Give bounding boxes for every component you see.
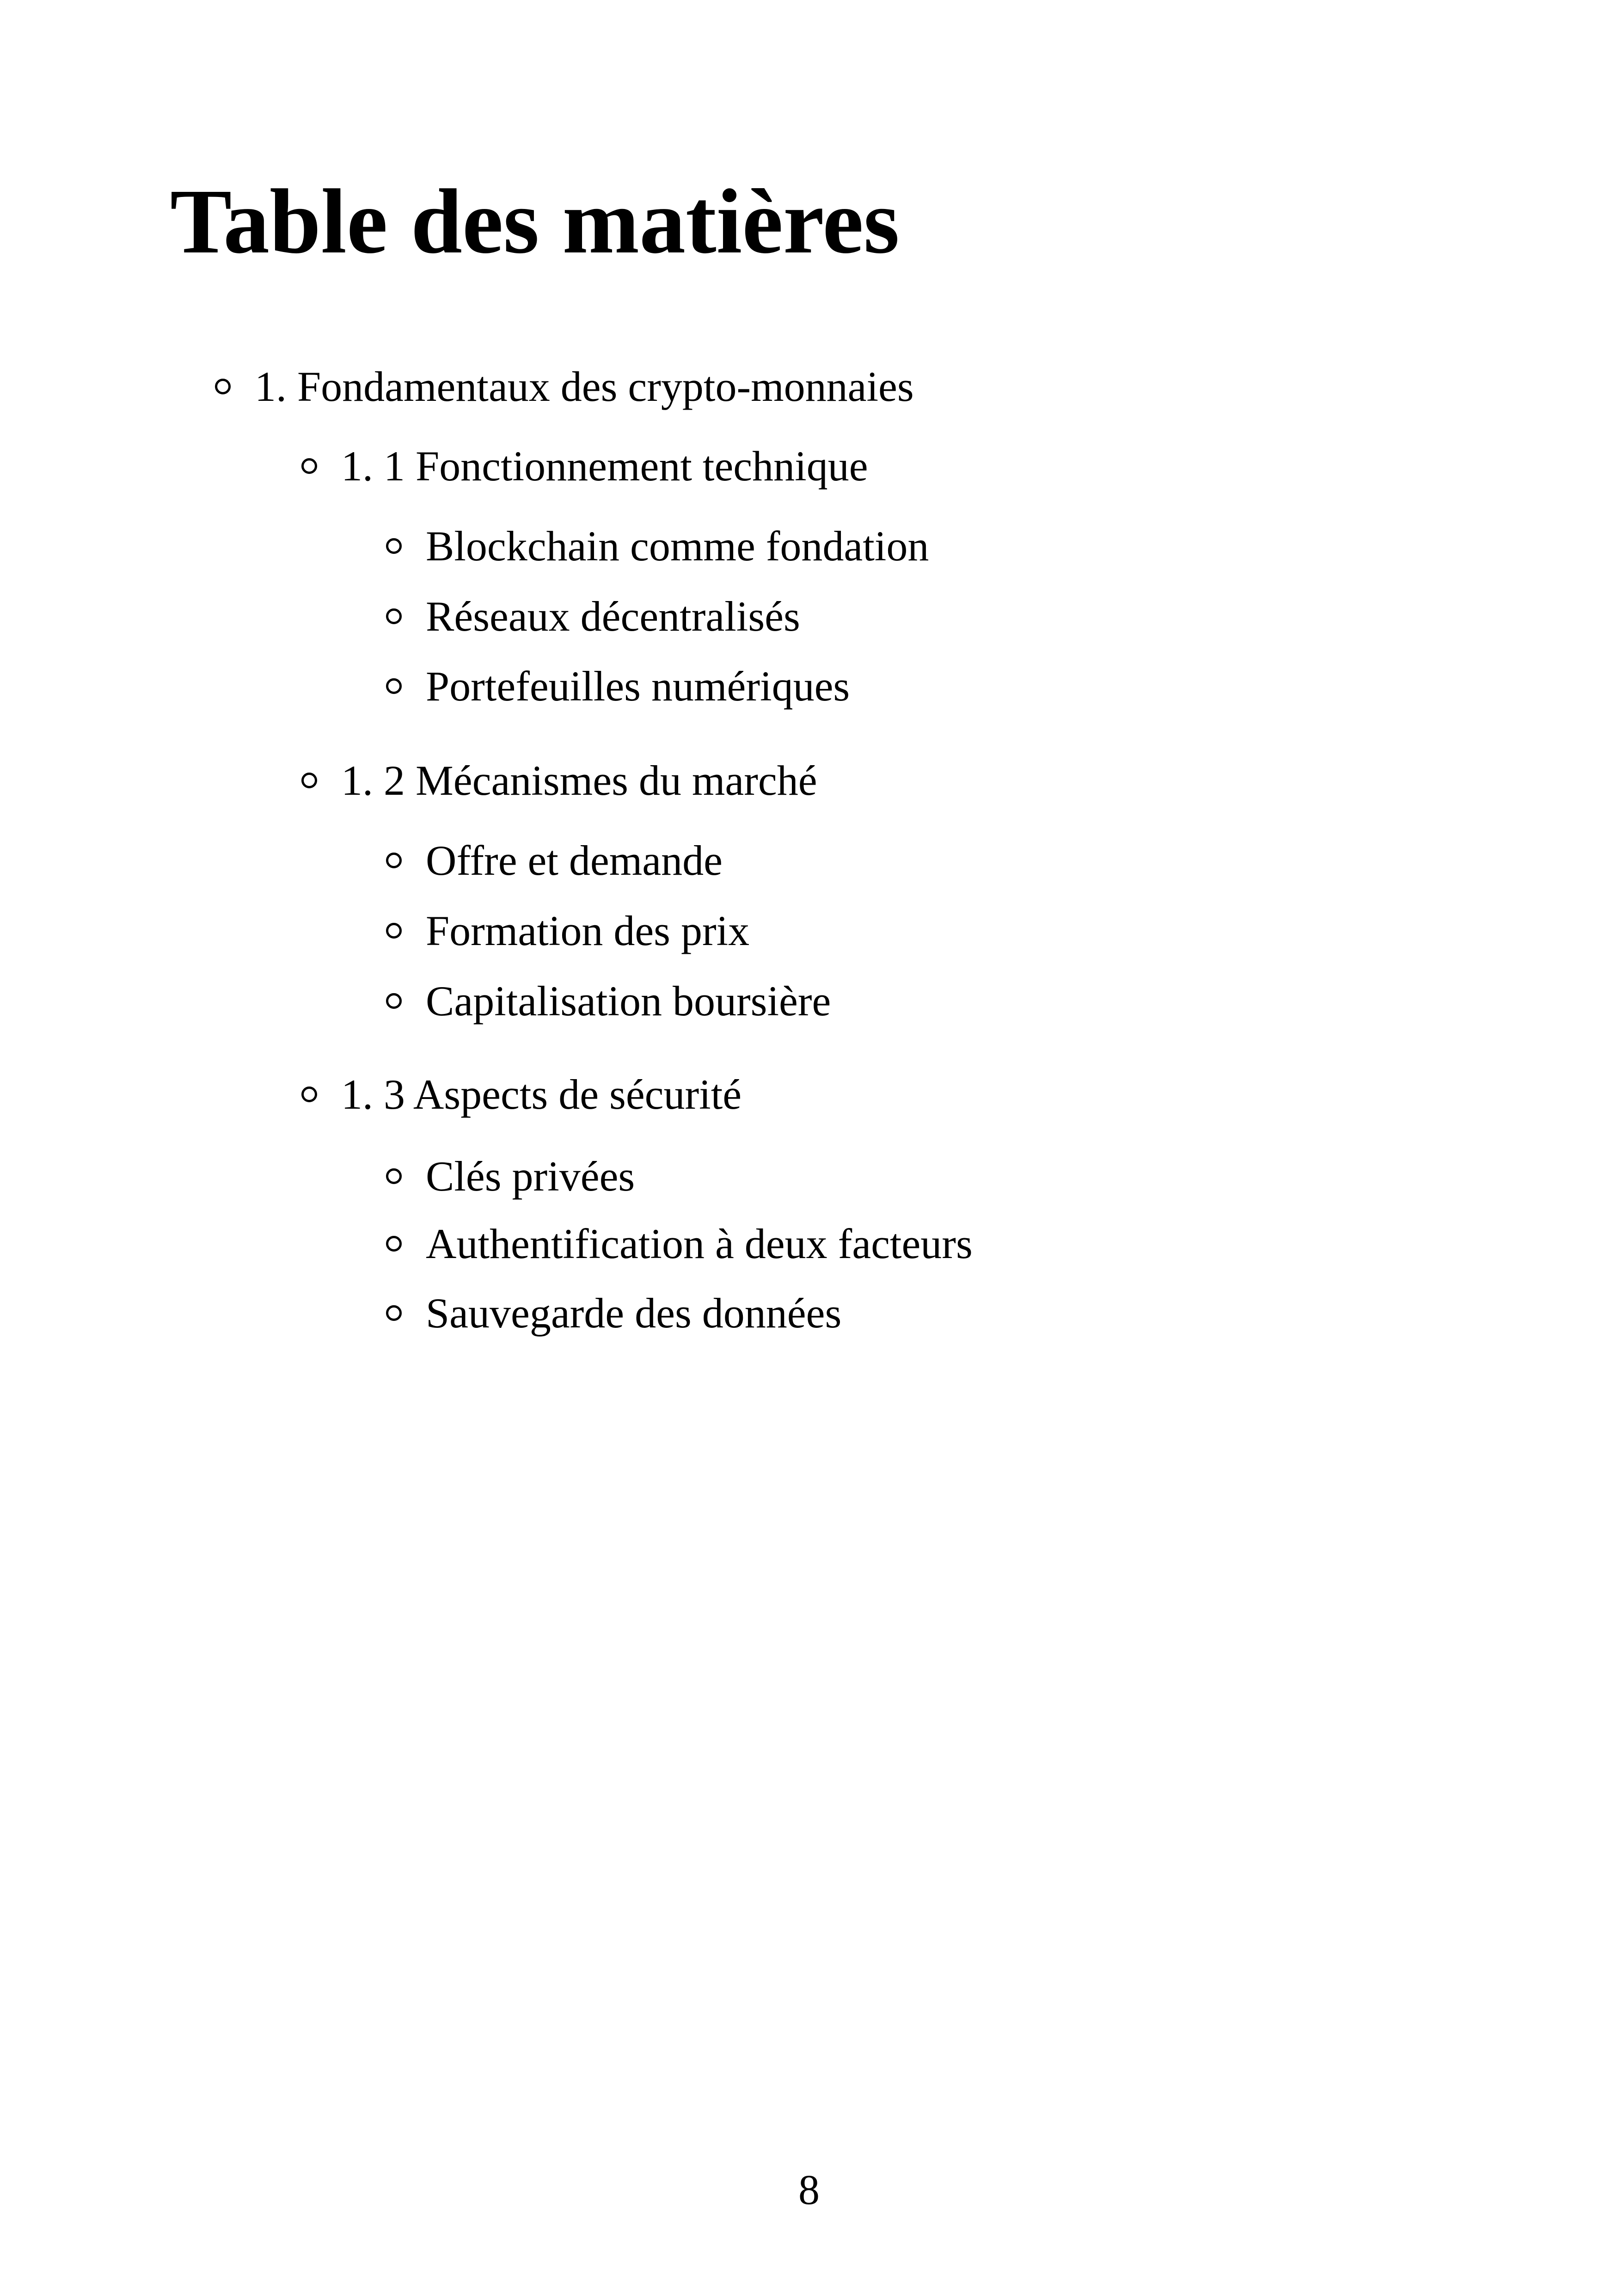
circle-bullet-icon — [386, 923, 402, 939]
toc-entry-item — [386, 976, 831, 1026]
toc-entry-item — [386, 661, 850, 712]
toc-entry-item — [386, 521, 929, 571]
toc-entry-item — [386, 591, 800, 642]
toc-entry-item — [386, 905, 749, 956]
toc-entry-section-1 — [215, 361, 914, 412]
toc-entry-item — [386, 1288, 841, 1338]
circle-bullet-icon — [386, 538, 402, 554]
toc-entry-label: 1. 3 Aspects de sécurité — [341, 1071, 742, 1118]
circle-bullet-icon — [386, 1305, 402, 1321]
toc-entry-label: Clés privées — [426, 1153, 635, 1200]
toc-entry-item — [386, 1151, 635, 1202]
toc-entry-subsection-1-2 — [301, 755, 817, 806]
page-number: 8 — [798, 2166, 820, 2213]
toc-entry-label: Blockchain comme fondation — [426, 522, 929, 570]
circle-bullet-icon — [386, 678, 402, 694]
toc-entry-label: Sauvegarde des données — [426, 1289, 842, 1337]
page-title: Table des matières — [170, 171, 900, 273]
circle-bullet-icon — [301, 1087, 317, 1102]
circle-bullet-icon — [386, 608, 402, 624]
toc-entry-subsection-1-1 — [301, 441, 868, 491]
toc-entry-subsection-1-3 — [301, 1069, 742, 1120]
toc-entry-item — [386, 1218, 973, 1269]
toc-entry-label: Réseaux décentralisés — [426, 593, 800, 640]
toc-entry-item — [386, 835, 723, 886]
toc-entry-label: Authentification à deux facteurs — [426, 1220, 973, 1267]
circle-bullet-icon — [386, 853, 402, 868]
circle-bullet-icon — [215, 379, 231, 394]
toc-entry-label: 1. 2 Mécanismes du marché — [341, 757, 817, 804]
toc-entry-label: Offre et demande — [426, 837, 723, 884]
toc-entry-label: 1. 1 Fonctionnement technique — [341, 442, 868, 490]
circle-bullet-icon — [301, 773, 317, 788]
toc-entry-label: Portefeuilles numériques — [426, 663, 850, 710]
circle-bullet-icon — [386, 1236, 402, 1252]
toc-entry-label: 1. Fondamentaux des crypto-monnaies — [255, 363, 914, 410]
toc-entry-label: Capitalisation boursière — [426, 977, 831, 1025]
circle-bullet-icon — [301, 458, 317, 474]
circle-bullet-icon — [386, 1168, 402, 1184]
circle-bullet-icon — [386, 993, 402, 1009]
toc-entry-label: Formation des prix — [426, 907, 750, 954]
